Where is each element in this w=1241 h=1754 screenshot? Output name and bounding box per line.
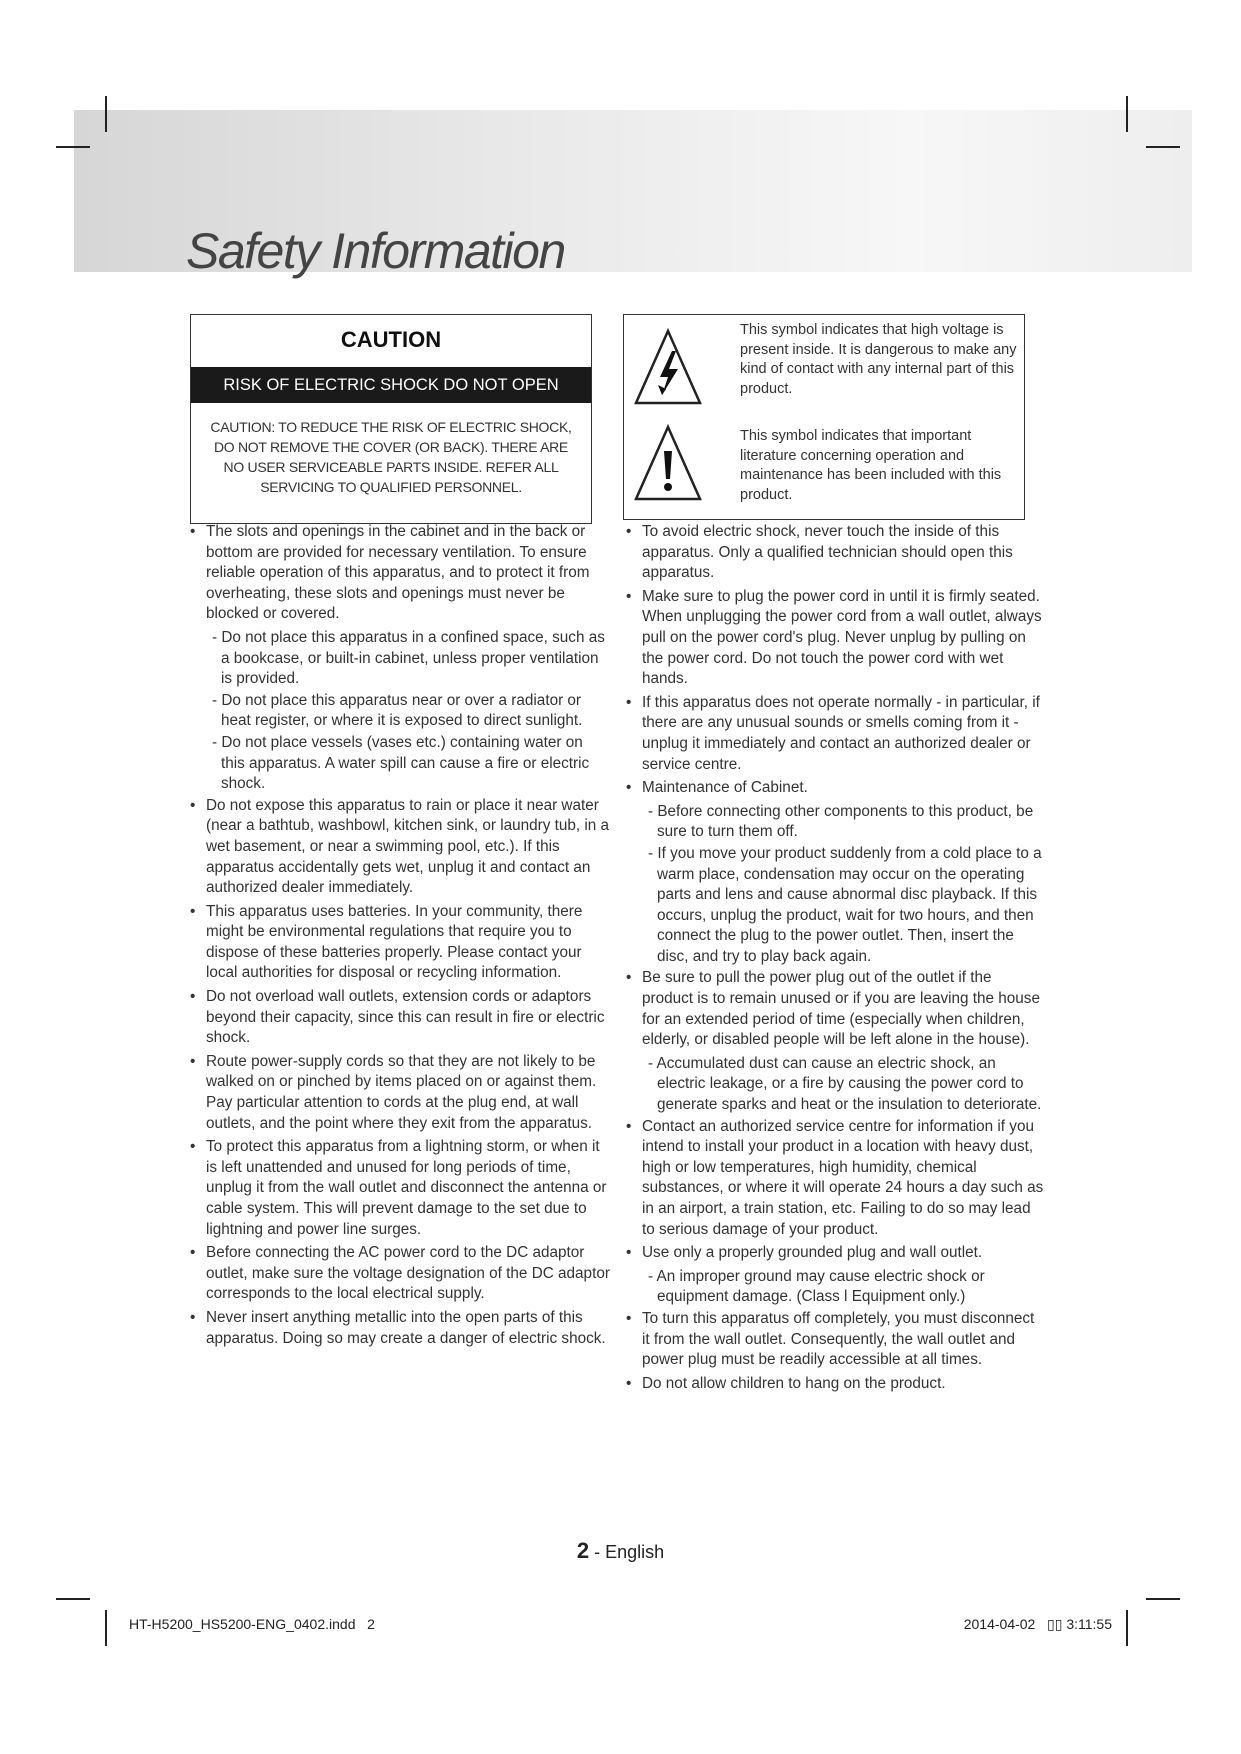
list-item: • Make sure to plug the power cord in until it is firmly seated. When unplugging the power cord from a wall outlet, always pull on the power cord's plug. Never unplug by pulling on the power cord. Do not touch the power cord with wet hands.: [626, 587, 1046, 690]
list-item: • Use only a properly grounded plug and wall outlet.: [626, 1243, 1046, 1264]
exclamation-warning-icon: [632, 423, 704, 503]
page-language: - English: [589, 1542, 665, 1562]
list-item: • Never insert anything metallic into the open parts of this apparatus. Doing so may create a danger of electric shock.: [190, 1308, 610, 1349]
left-column: [190, 522, 610, 1352]
footer-filename: HT-H5200_HS5200-ENG_0402.indd 2: [129, 1616, 375, 1632]
crop-mark: [1126, 1610, 1128, 1646]
list-item: • This apparatus uses batteries. In your community, there might be environmental regulations that require you to dispose of these batteries properly. Please contact your local authorities for disposal or recycling information.: [190, 902, 610, 984]
crop-mark: [1146, 146, 1180, 148]
sub-item: - Accumulated dust can cause an electric shock, an electric leakage, or a fire by causing the power cord to generate sparks and heat or the insulation to deteriorate.: [648, 1054, 1042, 1114]
list-item: • The slots and openings in the cabinet and in the back or bottom are provided for necessary ventilation. To ensure reliable operation of this apparatus, and to protect it from overheating, these slots and openings must never be blocked or covered.: [190, 522, 610, 625]
sub-item: - Do not place this apparatus in a confined space, such as a bookcase, or built-in cabinet, unless proper ventilation is provided.: [212, 628, 605, 688]
caution-text: CAUTION: TO REDUCE THE RISK OF ELECTRIC SHOCK, DO NOT REMOVE THE COVER (OR BACK). THERE ARE NO USER SERVICEABLE PARTS INSIDE. REFER ALL SERVICING TO QUALIFIED PERSONNEL.: [210, 419, 572, 495]
right-column: [626, 522, 1046, 1397]
crop-mark: [1146, 1598, 1180, 1600]
page-title: Safety Information: [186, 223, 565, 279]
caution-title: CAUTION: [340, 327, 442, 352]
list-item: • To protect this apparatus from a lightning storm, or when it is left unattended and unused for long periods of time, unplug it from the wall outlet and disconnect the antenna or cable system. This will prevent damage to the set due to lightning and power line surges.: [190, 1137, 610, 1240]
sub-item: - Do not place vessels (vases etc.) containing water on this apparatus. A water spill can cause a fire or electric shock.: [212, 733, 590, 793]
list-item: • Do not expose this apparatus to rain or place it near water (near a bathtub, washbowl, kitchen sink, or laundry tub, in a wet basement, or near a swimming pool, etc.). If this apparatus accidentally gets wet, unplug it and contact an authorized dealer immediately.: [190, 796, 610, 899]
crop-mark: [1126, 96, 1128, 132]
crop-mark: [56, 1598, 90, 1600]
list-item: • Be sure to pull the power plug out of the outlet if the product is to remain unused or if you are leaving the house for an extended period of time (especially when children, elderly, or disabled people will be left alone in the house).: [626, 968, 1046, 1050]
page-number: [0, 1538, 1241, 1564]
list-item: • To turn this apparatus off completely, you must disconnect it from the wall outlet. Consequently, the wall outlet and power plug must be readily accessible at all times.: [626, 1309, 1046, 1371]
list-item: • Maintenance of Cabinet.: [626, 778, 1046, 799]
footer-timestamp: 2014-04-02 ▯▯ 3:11:55: [963, 1616, 1112, 1632]
list-item: • If this apparatus does not operate normally - in particular, if there are any unusual sounds or smells coming from it - unplug it immediately and contact an authorized dealer or service centre.: [626, 693, 1046, 775]
caution-box: [190, 314, 592, 524]
crop-mark: [56, 146, 90, 148]
list-item: • To avoid electric shock, never touch the inside of this apparatus. Only a qualified technician should open this apparatus.: [626, 522, 1046, 584]
high-voltage-warning-icon: [632, 327, 704, 407]
sub-item: - An improper ground may cause electric shock or equipment damage. (Class l Equipment only.): [648, 1267, 985, 1306]
symbol-description: This symbol indicates that high voltage is present inside. It is dangerous to make any kind of contact with any internal part of this product.: [740, 322, 1017, 397]
list-item: • Do not allow children to hang on the product.: [626, 1374, 1046, 1395]
symbols-box: [623, 314, 1025, 520]
sub-item: - Do not place this apparatus near or over a radiator or heat register, or where it is exposed to direct sunlight.: [212, 691, 583, 730]
crop-mark: [105, 96, 107, 132]
list-item: • Do not overload wall outlets, extension cords or adaptors beyond their capacity, since this can result in fire or electric shock.: [190, 987, 610, 1049]
list-item: • Contact an authorized service centre for information if you intend to install your product in a location with heavy dust, high or low temperatures, high humidity, chemical substances, or where it will operate 24 hours a day such as in an airport, a train station, etc. Failing to do so may lead to serious damage of your product.: [626, 1117, 1046, 1241]
symbol-description: This symbol indicates that important literature concerning operation and maintenance has been included with this product.: [740, 428, 1002, 503]
sub-item: - If you move your product suddenly from a cold place to a warm place, condensation may occur on the operating parts and lens and cause abnormal disc playback. If this occurs, unplug the product, wait for two hours, and then connect the plug to the power outlet. Then, insert the disc, and try to play back again.: [648, 844, 1042, 965]
sub-item: - Before connecting other components to this product, be sure to turn them off.: [648, 802, 1034, 841]
page-number-value: 2: [576, 1538, 590, 1563]
caution-warning-bar: RISK OF ELECTRIC SHOCK DO NOT OPEN: [191, 367, 591, 403]
list-item: • Before connecting the AC power cord to the DC adaptor outlet, make sure the voltage designation of the DC adaptor corresponds to the local electrical supply.: [190, 1243, 610, 1305]
list-item: • Route power-supply cords so that they are not likely to be walked on or pinched by items placed on or against them. Pay particular attention to cords at the plug end, at wall outlets, and the point where they exit from the apparatus.: [190, 1052, 610, 1134]
crop-mark: [105, 1610, 107, 1646]
